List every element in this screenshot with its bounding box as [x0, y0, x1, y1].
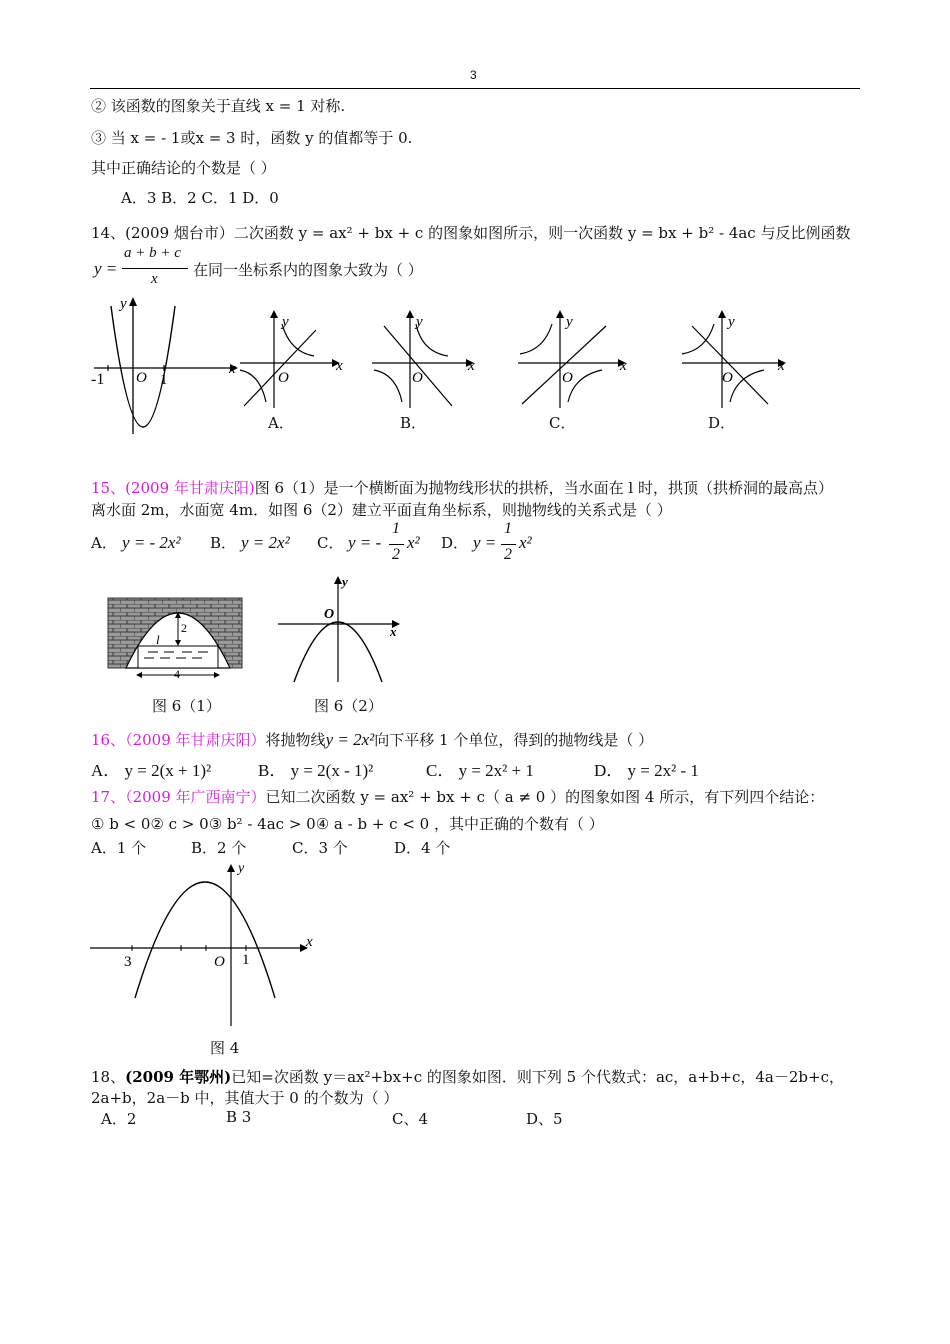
svg-text:y: y — [566, 314, 573, 330]
q14-choice-b-label: B． — [400, 414, 427, 432]
q15-c-x2: x² — [407, 533, 420, 552]
svg-text:x: x — [468, 358, 475, 374]
q14-frac-numerator: a + b + c — [124, 245, 181, 261]
svg-text:y: y — [416, 314, 423, 330]
q17-number: 17、 — [91, 788, 126, 806]
height-2-label: 2 — [181, 621, 187, 635]
q18-option-c: C、4 — [392, 1110, 429, 1128]
parabola-curve — [111, 306, 175, 427]
hyperbola-q3 — [374, 370, 402, 402]
q15-c-half-num: 1 — [392, 520, 400, 537]
width-4-label: 4 — [174, 667, 180, 681]
parabola-curve — [135, 882, 275, 998]
q18-source: (2009 年鄂州) — [125, 1068, 232, 1086]
hyperbola-q2 — [682, 324, 714, 354]
q17-text1: 已知二次函数 y = ax² + bx + c（ a ≠ 0 ）的图象如图 4 所示，有下列四个结论： — [265, 788, 825, 806]
q17-line2: ① b < 0② c > 0③ b² - 4ac > 0④ a - b + c < 0 ，其中正确的个数有（ ） — [91, 815, 604, 833]
svg-text:y: y — [728, 314, 735, 330]
fig4-caption: 图 4 — [210, 1039, 240, 1057]
svg-text:x: x — [390, 624, 397, 639]
q14-choice-c-graph — [514, 306, 634, 410]
q18-line2: 2a+b，2a－b 中，其值大于 0 的个数为（ ） — [91, 1089, 399, 1107]
svg-text:x: x — [336, 358, 343, 374]
tick-1: 1 — [242, 952, 250, 968]
q16-source: （2009 年甘肃庆阳） — [125, 731, 266, 749]
q15-d-half-den: 2 — [504, 546, 512, 563]
q17-option-b: B．2 个 — [191, 839, 247, 857]
q15-option-b-eq: y = 2x² — [241, 533, 290, 552]
svg-text:O: O — [278, 370, 289, 386]
page-number: 3 — [470, 68, 477, 82]
fig6-1-caption: 图 6（1） — [152, 697, 221, 715]
svg-text:O: O — [722, 370, 733, 386]
q15-line1 — [91, 477, 833, 498]
q16-line — [91, 729, 653, 750]
q16-option-b: B． y = 2(x - 1)² — [258, 761, 374, 780]
fig6-2-coordinate-parabola — [274, 574, 404, 686]
q18-line1 — [91, 1066, 844, 1087]
q15-option-b-label: B． — [210, 534, 237, 552]
q14-parabola-graph — [88, 292, 240, 442]
q18-number: 18、 — [91, 1068, 126, 1086]
q17-option-c: C．3 个 — [292, 839, 348, 857]
q14-choice-a-label: A． — [268, 414, 294, 432]
svg-text:O: O — [412, 370, 423, 386]
svg-text:O: O — [214, 954, 225, 970]
line — [522, 326, 606, 404]
svg-text:x: x — [620, 358, 627, 374]
x-label: x — [229, 361, 236, 377]
q15-line2: 离水面 2m，水面宽 4m．如图 6（2）建立平面直角坐标系，则抛物线的关系式是（ ） — [91, 501, 672, 519]
q14-line2: 在同一坐标系内的图象大致为（ ） — [193, 261, 423, 279]
hyperbola-q4 — [568, 370, 602, 402]
q14-choice-c-label: C． — [549, 414, 576, 432]
q13-options: A．3 B．2 C．1 D．0 — [121, 189, 279, 207]
q13-question: 其中正确结论的个数是（ ） — [91, 159, 276, 177]
q18-text1: 已知=次函数 y＝ax²+bx+c 的图象如图．则下列 5 个代数式：ac，a+b+c，4a－2b+c， — [231, 1068, 844, 1086]
q14-choice-d-graph — [678, 306, 794, 410]
q14-choice-a-graph — [236, 306, 348, 410]
svg-text:x: x — [306, 934, 313, 950]
q15-c-frac-bar — [389, 544, 404, 545]
q14-line1: 14、(2009 烟台市）二次函数 y = ax² + bx + c 的图象如图所示，则一次函数 y = bx + b² - 4ac 与反比例函数 — [91, 224, 851, 242]
origin-label: O — [136, 370, 147, 386]
svg-text:O: O — [562, 370, 573, 386]
svg-text:y: y — [342, 574, 348, 589]
water-line-l-label: l — [156, 632, 160, 647]
water-body — [138, 646, 218, 668]
q15-d-half-num: 1 — [504, 520, 512, 537]
q16-number: 16、 — [91, 731, 126, 749]
line — [244, 330, 316, 406]
q18-option-b: B 3 — [226, 1108, 252, 1126]
q14-frac-bar — [122, 268, 188, 269]
tick-3: 3 — [124, 954, 132, 970]
q13-item3: ③ 当 x = - 1或x = 3 时，函数 y 的值都等于 0. — [91, 129, 413, 147]
q17-line1 — [91, 786, 824, 807]
q16-option-d: D． y = 2x² - 1 — [594, 761, 699, 780]
hyperbola-q4 — [730, 370, 764, 402]
svg-text:y: y — [238, 861, 245, 876]
q18-option-d: D、5 — [526, 1110, 563, 1128]
q15-option-d-label: D． — [441, 534, 469, 552]
q15-option-c-label: C． — [317, 534, 344, 552]
q15-source: (2009 年甘肃庆阳) — [125, 479, 255, 497]
svg-text:x: x — [778, 358, 785, 374]
q15-c-half-den: 2 — [392, 546, 400, 563]
fig6-2-caption: 图 6（2） — [314, 697, 383, 715]
q16-option-c: C． y = 2x² + 1 — [426, 761, 534, 780]
q15-option-a-eq: y = - 2x² — [122, 533, 181, 552]
q15-option-a-label: A． — [91, 534, 117, 552]
q17-source: （2009 年广西南宁） — [125, 788, 266, 806]
tick-1: 1 — [160, 372, 168, 388]
svg-text:y: y — [282, 314, 289, 330]
header-rule — [90, 88, 860, 89]
q14-frac-denominator: x — [151, 271, 158, 287]
q15-d-frac-bar — [501, 544, 516, 545]
fig6-1-arch-bridge — [106, 596, 246, 682]
y-label: y — [120, 296, 127, 312]
hyperbola-q2 — [520, 324, 552, 354]
q15-option-c-eq: y = - — [348, 533, 382, 552]
q17-option-d: D．4 个 — [394, 839, 451, 857]
fig4-parabola-graph — [88, 858, 318, 1030]
q14-choice-d-label: D． — [708, 414, 736, 432]
q18-option-a: A．2 — [101, 1110, 137, 1128]
q15-text1: 图 6（1）是一个横断面为抛物线形状的拱桥，当水面在 l 时，拱顶（拱桥洞的最高点） — [254, 479, 833, 497]
q16-eq: y = 2x² — [325, 730, 375, 749]
q14-frac-lhs: y = — [94, 259, 118, 278]
q16-text-a: 将抛物线 — [265, 731, 326, 749]
tick-neg1: -1 — [91, 371, 105, 388]
q17-option-a: A．1 个 — [91, 839, 147, 857]
q15-option-d-eq: y = — [473, 533, 497, 552]
line — [692, 326, 768, 404]
q16-text-b: 向下平移 1 个单位，得到的抛物线是（ ） — [374, 731, 654, 749]
q16-option-a: A． y = 2(x + 1)² — [91, 761, 212, 780]
svg-text:O: O — [324, 607, 335, 622]
line — [384, 326, 452, 406]
q15-number: 15、 — [91, 479, 126, 497]
q14-choice-b-graph — [368, 306, 480, 410]
q15-d-x2: x² — [519, 533, 532, 552]
y-axis-arrow — [129, 297, 137, 306]
q13-item2: ② 该函数的图象关于直线 x = 1 对称. — [91, 97, 346, 115]
